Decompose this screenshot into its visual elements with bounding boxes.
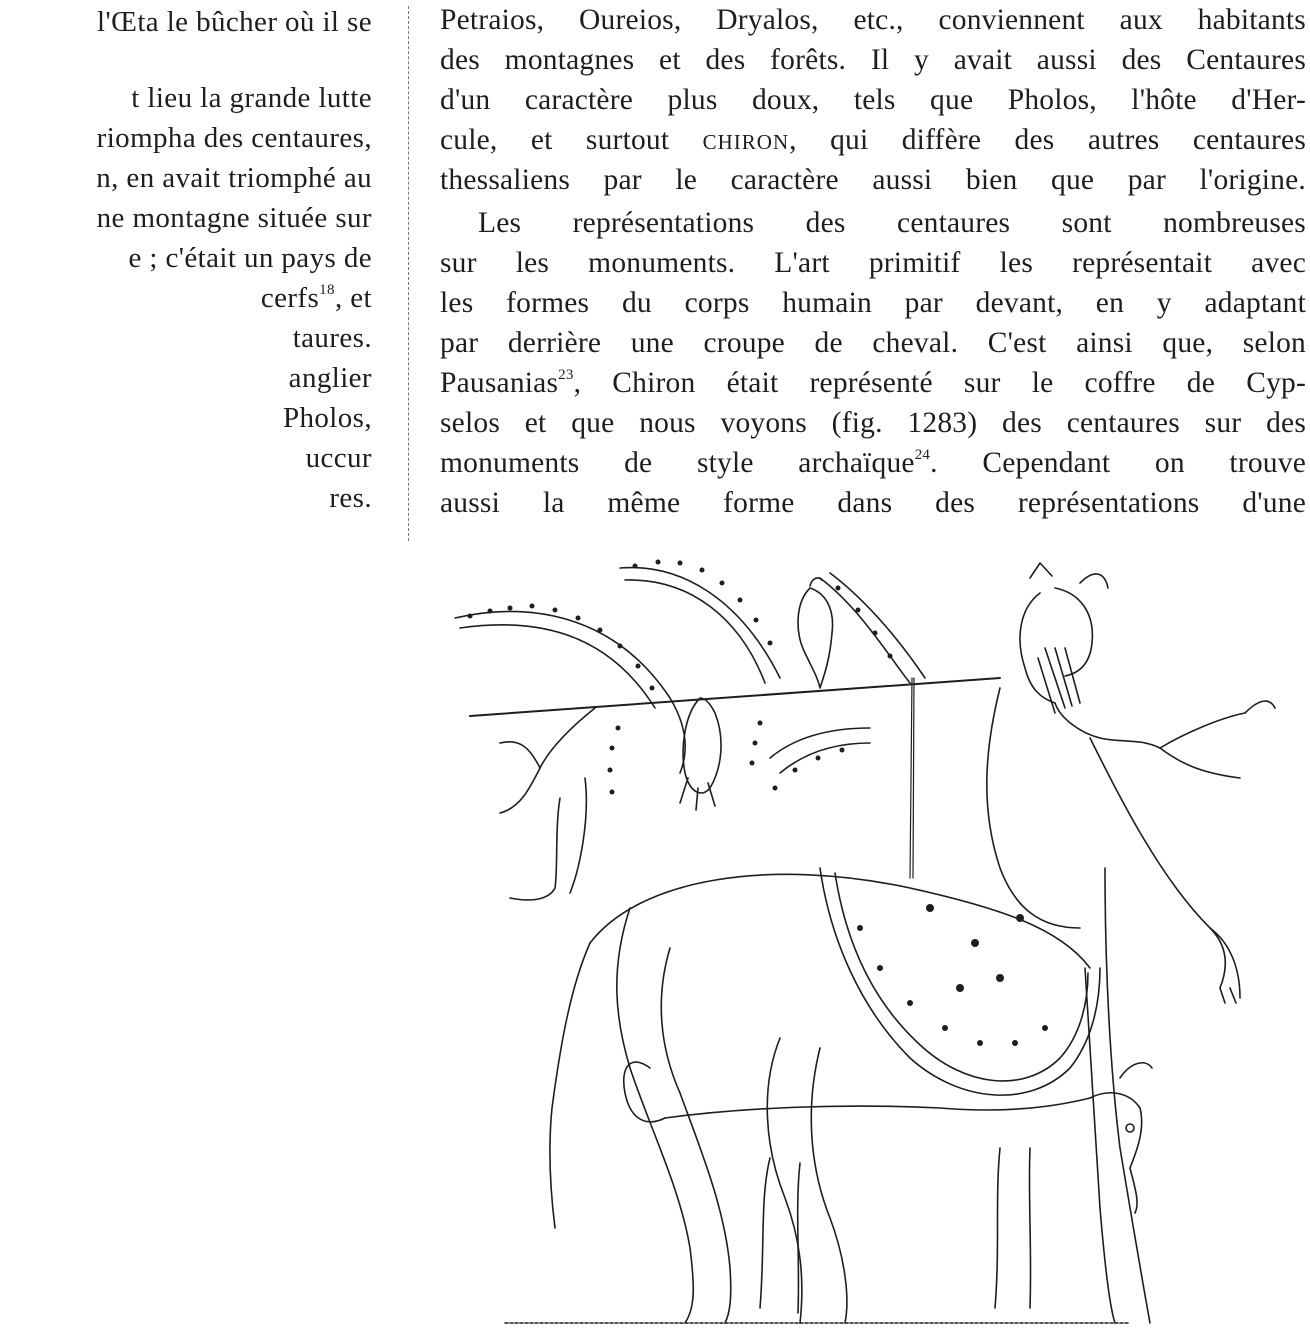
left-column xyxy=(0,0,372,540)
right-line-4 xyxy=(440,120,1306,160)
footnote-ref-23: 23 xyxy=(558,367,574,383)
left-line-5: ne montagne située sur xyxy=(96,202,372,234)
footnote-ref-18: 18 xyxy=(319,282,335,298)
left-line-2: t lieu la grande lutte xyxy=(131,82,372,114)
right-line-3: d'un caractère plus doux, tels que Pholos, l'hôte d'Her- xyxy=(440,84,1306,116)
centaur-human-figure xyxy=(910,563,1275,1323)
birds xyxy=(680,578,833,810)
right-line-6: Les représentations des centaures sont nombreuses xyxy=(478,207,1306,239)
left-line-3: riompha des centaures, xyxy=(96,122,372,154)
dog xyxy=(624,1062,1152,1313)
right-line-8: les formes du corps humain par devant, en y adaptant xyxy=(440,287,1306,319)
left-line-7-word: cerfs xyxy=(260,282,320,314)
left-line-8: taures. xyxy=(292,322,372,354)
left-line-6: e ; c'était un pays de xyxy=(128,242,372,274)
left-line-12: res. xyxy=(329,482,372,514)
left-line-7-suffix: , et xyxy=(334,282,372,314)
right-line-13: aussi la même forme dans des représentations d'une xyxy=(440,487,1306,519)
right-line-12 xyxy=(440,443,1306,483)
centaur-engraving-illustration xyxy=(440,548,1310,1344)
centaur-figure xyxy=(440,548,1310,1344)
chiron-smallcaps: chiron xyxy=(702,124,790,156)
right-line-11: selos et que nous voyons (fig. 1283) des centaures sur des xyxy=(440,407,1306,439)
branches xyxy=(455,560,925,795)
left-line-7 xyxy=(261,278,372,318)
right-line-5: thessaliens par le caractère aussi bien que par l'origine. xyxy=(440,164,1306,196)
right-line-10 xyxy=(440,363,1306,403)
right-line-12-start: monuments de style archaïque xyxy=(440,447,915,479)
right-line-12-rest: . Cependant on trouve xyxy=(930,447,1306,479)
right-column xyxy=(440,0,1310,545)
right-line-4-start: cule, et surtout xyxy=(440,124,670,156)
left-line-4: n, en avait triomphé au xyxy=(96,162,372,194)
right-line-9: par derrière une croupe de cheval. C'est ainsi que, selon xyxy=(440,327,1306,359)
footnote-ref-24: 24 xyxy=(914,447,931,463)
column-divider xyxy=(408,6,409,541)
right-line-10-start: Pausanias xyxy=(440,367,559,399)
left-line-9: anglier xyxy=(288,362,372,394)
hare xyxy=(500,708,595,900)
right-line-7: sur les monuments. L'art primitif les représentait avec xyxy=(440,247,1306,279)
left-line-11: uccur xyxy=(305,442,372,474)
left-line-10: Pholos, xyxy=(282,402,372,434)
right-line-4-rest: , qui diffère des autres centaures xyxy=(789,124,1306,156)
carrying-pole xyxy=(470,678,1000,716)
left-line-1: l'Œta le bûcher où il se xyxy=(97,6,372,38)
right-line-1: Petraios, Oureios, Dryalos, etc., conviennent aux habitants xyxy=(440,4,1306,36)
right-line-10-rest: , Chiron était représenté sur le coffre de Cyp- xyxy=(573,367,1306,399)
centaur-horse-body xyxy=(550,868,1100,1323)
right-line-2: des montagnes et des forêts. Il y avait aussi des Centaures xyxy=(440,44,1306,76)
